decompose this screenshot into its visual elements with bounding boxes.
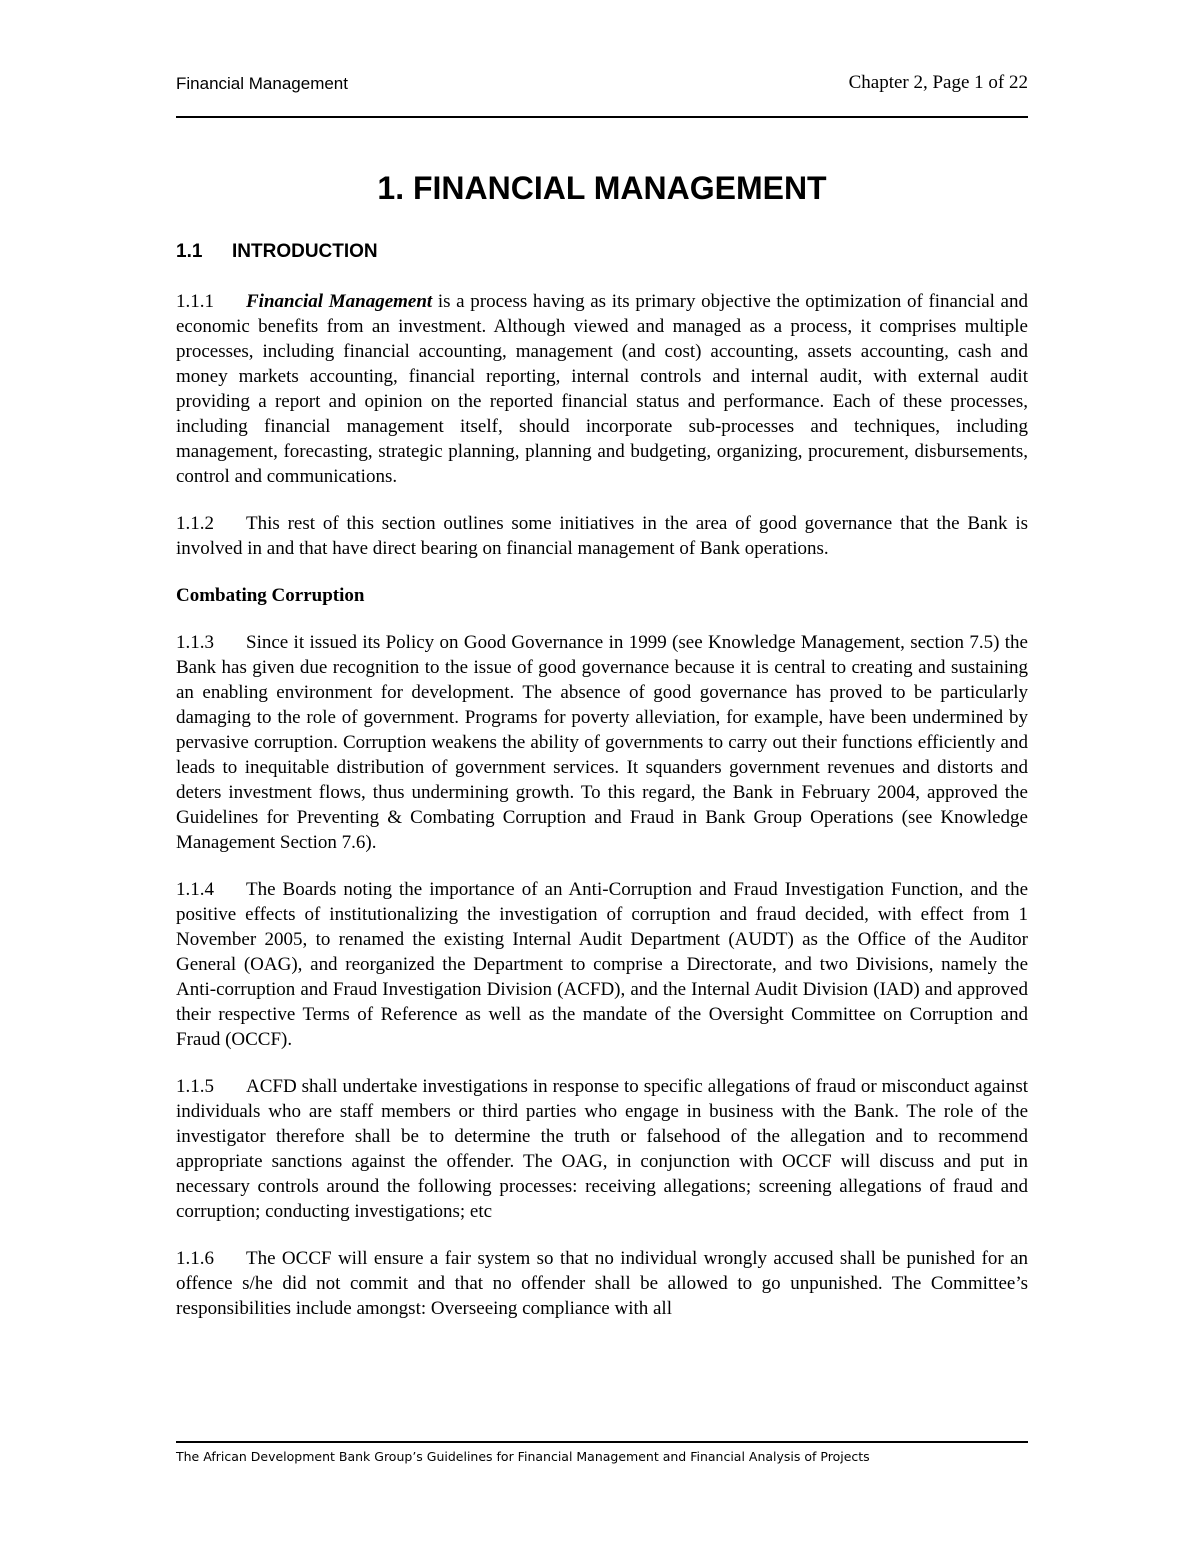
paragraph-number: 1.1.2 [176, 513, 214, 534]
section-heading [176, 240, 1028, 264]
footer-rule [176, 1441, 1028, 1443]
defined-term: Financial Management [246, 291, 433, 312]
paragraph-1-1-1 [176, 289, 1028, 489]
paragraph-number: 1.1.6 [176, 1248, 214, 1269]
paragraph-1-1-6 [176, 1246, 1028, 1321]
header-rule [176, 116, 1028, 118]
header-document-title: Financial Management [176, 74, 348, 93]
subheading-combating-corruption: Combating Corruption [176, 585, 365, 606]
paragraph-number: 1.1.1 [176, 291, 214, 312]
chapter-title: 1. FINANCIAL MANAGEMENT [377, 170, 827, 206]
section-number: 1.1 [176, 241, 203, 262]
paragraph-text: is a process having as its primary objective the optimization of financial and economic benefits from an investment. Although viewed and managed as a process, it comprises multiple processes, including financial accounting, management (and cost) accounting, assets accounting, cash and money markets accounting, financial reporting, internal controls and internal audit, with external audit providing a report and opinion on the reported financial status and performance. Each of these processes, including financial management itself, should incorporate sub-processes and techniques, including management, forecasting, strategic planning, planning and budgeting, organizing, procurement, disbursements, control and communications. [176, 291, 1028, 487]
paragraph-1-1-4 [176, 877, 1028, 1052]
paragraph-text: The OCCF will ensure a fair system so that no individual wrongly accused shall be punished for an offence s/he did not commit and that no offender shall be allowed to go unpunished. The Committee’s responsibilities include amongst: Overseeing compliance with all [176, 1248, 1028, 1319]
paragraph-1-1-5 [176, 1074, 1028, 1224]
paragraph-1-1-3 [176, 630, 1028, 855]
paragraph-1-1-2 [176, 511, 1028, 561]
paragraph-text: ACFD shall undertake investigations in response to specific allegations of fraud or misconduct against individuals who are staff members or third parties who engage in business with the Bank. The role of the investigator therefore shall be to determine the truth or falsehood of the allegation and to recommend appropriate sanctions against the offender. The OAG, in conjunction with OCCF will discuss and put in necessary controls around the following processes: receiving allegations; screening allegations of fraud and corruption; conducting investigations; etc [176, 1076, 1028, 1222]
paragraph-number: 1.1.4 [176, 879, 214, 900]
paragraph-text: Since it issued its Policy on Good Governance in 1999 (see Knowledge Management, section 7.5) the Bank has given due recognition to the issue of good governance because it is central to creating and sustaining an enabling environment for development. The absence of good governance has proved to be particularly damaging to the role of government. Programs for poverty alleviation, for example, have been undermined by pervasive corruption. Corruption weakens the ability of governments to carry out their functions efficiently and leads to inequitable distribution of government services. It squanders government revenues and distorts and deters investment flows, thus undermining growth. To this regard, the Bank in February 2004, approved the Guidelines for Preventing & Combating Corruption and Fraud in Bank Group Operations (see Knowledge Management Section 7.6). [176, 632, 1028, 853]
paragraph-text: The Boards noting the importance of an Anti-Corruption and Fraud Investigation Function, and the positive effects of institutionalizing the investigation of corruption and fraud decided, with effect from 1 November 2005, to renamed the existing Internal Audit Department (AUDT) as the Office of the Auditor General (OAG), and reorganized the Department to comprise a Directorate, and two Divisions, namely the Anti-corruption and Fraud Investigation Division (ACFD), and the Internal Audit Division (IAD) and approved their respective Terms of Reference as well as the mandate of the Oversight Committee on Corruption and Fraud (OCCF). [176, 879, 1028, 1050]
paragraph-number: 1.1.3 [176, 632, 214, 653]
page-footer: The African Development Bank Group’s Guidelines for Financial Management and Financial Analysis of Projects [176, 1449, 870, 1464]
paragraph-number: 1.1.5 [176, 1076, 214, 1097]
page-header [176, 70, 1028, 100]
section-title: INTRODUCTION [232, 241, 378, 262]
page-body [176, 168, 1028, 1321]
paragraph-text: This rest of this section outlines some initiatives in the area of good governance that the Bank is involved in and that have direct bearing on financial management of Bank operations. [176, 513, 1028, 559]
header-page-number: Chapter 2, Page 1 of 22 [848, 72, 1028, 93]
